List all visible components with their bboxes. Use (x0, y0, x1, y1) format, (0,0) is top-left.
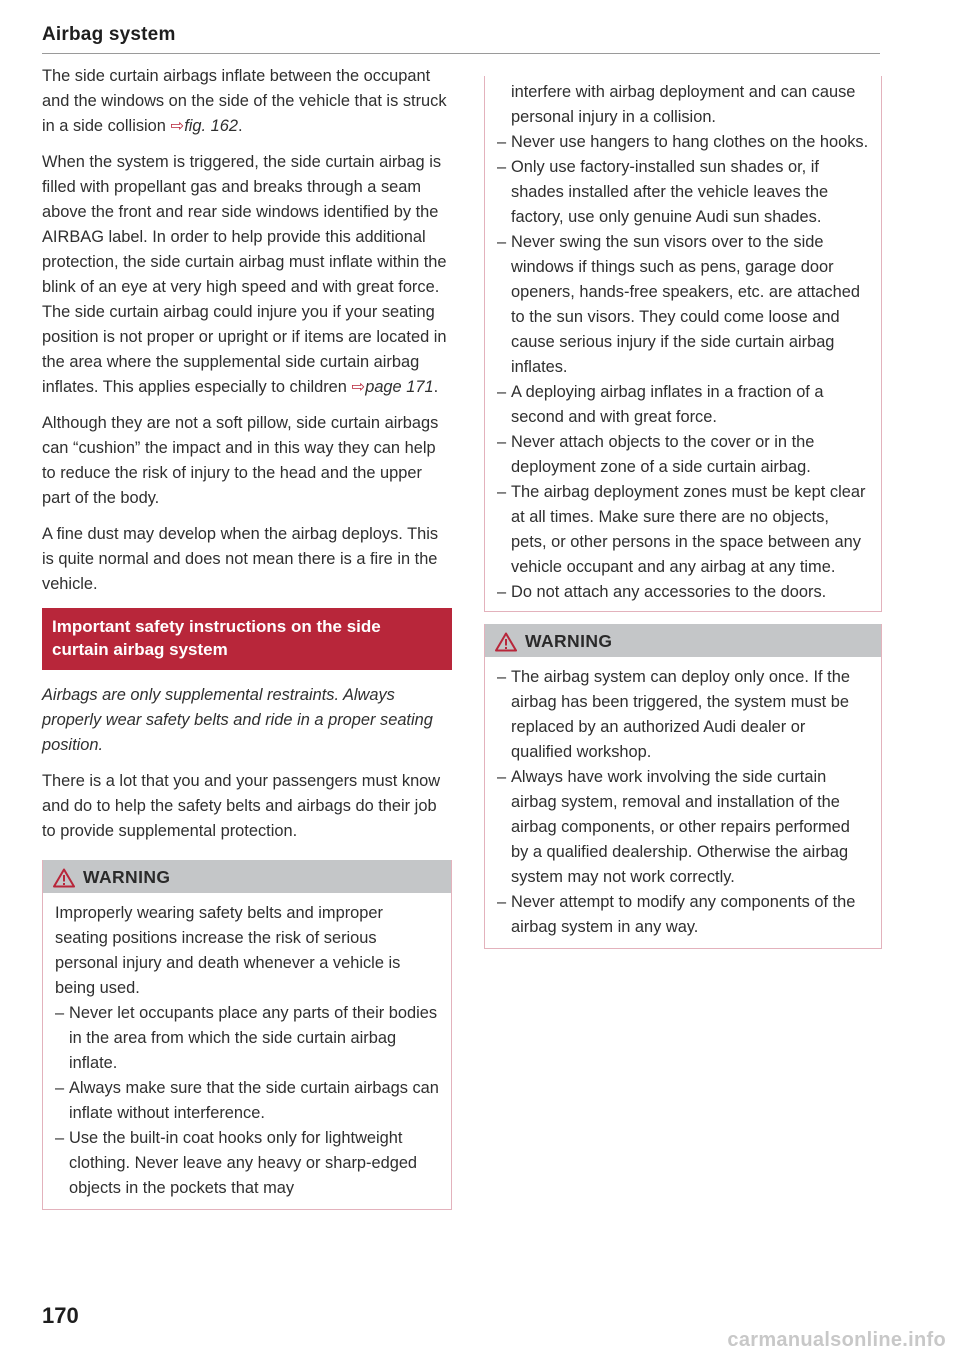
warning-box-1-continued (484, 76, 882, 612)
paragraph-4: A fine dust may develop when the airbag deploys. This is quite normal and does not mean there is a fire in the vehicle. (42, 525, 439, 593)
warning-continued-lead: interfere with airbag deployment and can cause personal injury in a collision. (511, 83, 856, 126)
right-column (484, 76, 882, 949)
warning-box-1 (42, 860, 452, 1210)
list-item: – Always have work involving the side curtain airbag system, removal and installation of the airbag components, or other repairs performed by a qualified dealership. Otherwise the airbag system may not work correctly. (497, 765, 869, 890)
warning-label: WARNING (525, 631, 613, 651)
header-divider (42, 53, 880, 54)
paragraph-3: Although they are not a soft pillow, side curtain airbags can “cushion” the impact and in this way they can help to reduce the risk of injury to the head and the upper part of the body. (42, 414, 439, 507)
section-intro: Airbags are only supplemental restraints. Always properly wear safety belts and ride in a proper seating position. (42, 686, 433, 754)
warning-list (55, 1001, 439, 1201)
xref-label: fig. 162 (184, 117, 238, 135)
watermark: carmanualsonline.info (727, 1329, 946, 1351)
warning-box-2 (484, 624, 882, 949)
section-body: There is a lot that you and your passengers must know and do to help the safety belts and airbags do their job to provide supplemental protection. (42, 772, 441, 840)
warning-body (43, 893, 451, 1209)
warning-body (485, 657, 881, 948)
warning-header (485, 624, 881, 657)
xref-label: page 171 (365, 378, 434, 396)
paragraph-1-tail: . (237, 117, 243, 135)
page-number: 170 (42, 1303, 79, 1328)
warning-lead: Improperly wearing safety belts and improper seating positions increase the risk of serious personal injury and death whenever a vehicle is being used. (55, 904, 401, 997)
list-item: – Use the built-in coat hooks only for lightweight clothing. Never leave any heavy or sharp-edged objects in the pockets that may (55, 1126, 439, 1201)
list-item: – Always make sure that the side curtain airbags can inflate without interference. (55, 1076, 439, 1126)
arrow-right-icon: ⇨ (351, 378, 366, 396)
list-item: – Never attach objects to the cover or in the deployment zone of a side curtain airbag. (497, 430, 869, 480)
list-item: – The airbag deployment zones must be kept clear at all times. Make sure there are no objects, pets, or other persons in the space between any vehicle occupant and any airbag at any time. (497, 480, 869, 580)
xref-fig-162[interactable] (170, 117, 238, 135)
list-item: – Never use hangers to hang clothes on the hooks. (497, 130, 869, 155)
list-item: – A deploying airbag inflates in a fraction of a second and with great force. (497, 380, 869, 430)
list-item: – Do not attach any accessories to the doors. (497, 580, 869, 605)
paragraph-2-tail: . (433, 378, 439, 396)
warning-label: WARNING (83, 867, 171, 887)
list-item: – Never swing the sun visors over to the side windows if things such as pens, garage door openers, hands-free speakers, etc. are attached to the sun visors. They could come loose and cause serious injury if the side curtain airbag inflates. (497, 230, 869, 380)
warning-list-continued (497, 130, 869, 605)
paragraph-1-text: The side curtain airbags inflate between the occupant and the windows on the side of the vehicle that is struck in a side collision (42, 67, 447, 135)
section-title: Important safety instructions on the side curtain airbag system (42, 608, 452, 670)
paragraph-2-text: When the system is triggered, the side curtain airbag is filled with propellant gas and breaks through a seam above the front and rear side windows identified by the AIRBAG label. In order to help provide this additional protection, the side curtain airbag must inflate within the blink of an eye at very high speed and with great force. The side curtain airbag could injure you if your seating position is not proper or upright or if items are located in the area where the supplemental side curtain airbag inflates. This applies especially to children (42, 153, 447, 396)
list-item: – Only use factory-installed sun shades or, if shades installed after the vehicle leaves the factory, use only genuine Audi sun shades. (497, 155, 869, 230)
warning-triangle-icon (53, 868, 75, 888)
paragraph-2 (42, 150, 452, 400)
list-item: – Never let occupants place any parts of their bodies in the area from which the side curtain airbag inflate. (55, 1001, 439, 1076)
warning-header (43, 860, 451, 893)
warning-triangle-icon (495, 632, 517, 652)
left-column (42, 64, 452, 1210)
list-item: – Never attempt to modify any components of the airbag system in any way. (497, 890, 869, 940)
xref-page-171[interactable] (351, 378, 433, 396)
list-item: – The airbag system can deploy only once. If the airbag has been triggered, the system must be replaced by an authorized Audi dealer or qualified workshop. (497, 665, 869, 765)
warning-list (497, 665, 869, 940)
arrow-right-icon: ⇨ (170, 117, 185, 135)
page-header-title: Airbag system (42, 24, 176, 45)
paragraph-1 (42, 64, 452, 139)
